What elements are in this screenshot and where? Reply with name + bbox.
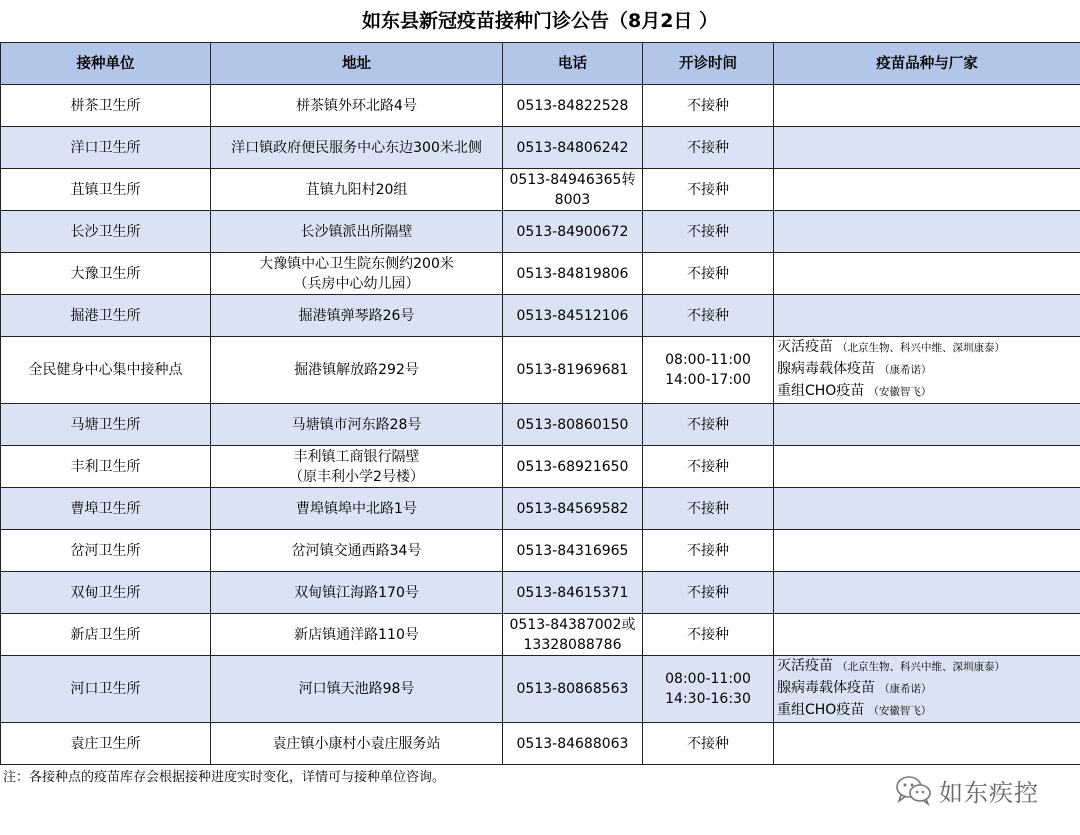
address-cell-line: （原丰利小学2号楼） (289, 468, 424, 485)
hours-cell-line: 不接种 (687, 265, 729, 282)
unit-cell: 全民健身中心集中接种点 (1, 337, 211, 404)
table-row (1, 337, 1080, 404)
table-row (1, 127, 1080, 169)
table-row (1, 488, 1080, 530)
address-cell (211, 337, 503, 404)
unit-cell: 河口卫生所 (1, 656, 211, 723)
phone-cell-line: 0513-84900672 (516, 223, 629, 240)
phone-cell-line: 0513-80860150 (516, 416, 629, 433)
hours-cell-line: 不接种 (687, 223, 729, 240)
phone-cell-line: 0513-84615371 (516, 584, 629, 601)
header-vaccines: 疫苗品种与厂家 (774, 43, 1080, 85)
address-cell (211, 169, 503, 211)
hours-cell-line: 不接种 (687, 181, 729, 198)
vaccine-line (777, 359, 1076, 381)
vaccine-maker: （北京生物、科兴中维、深圳康泰） (837, 661, 1005, 673)
hours-cell-line: 不接种 (687, 97, 729, 114)
vaccine-line (777, 700, 1076, 722)
address-cell (211, 614, 503, 656)
hours-cell-line: 不接种 (687, 542, 729, 559)
vaccines-cell (774, 656, 1080, 723)
phone-cell (503, 127, 643, 169)
hours-cell (643, 253, 774, 295)
phone-cell-line: 0513-80868563 (516, 681, 629, 697)
address-cell (211, 488, 503, 530)
hours-cell (643, 169, 774, 211)
vaccine-maker: （康希诺） (879, 364, 932, 376)
hours-cell-line: 不接种 (687, 584, 729, 601)
phone-cell (503, 572, 643, 614)
phone-cell-line: 13328088786 (523, 636, 622, 653)
vaccines-cell (774, 169, 1080, 211)
wechat-icon (895, 774, 933, 806)
hours-cell-line: 不接种 (687, 307, 729, 324)
hours-cell (643, 530, 774, 572)
vaccine-name: 重组CHO疫苗 (777, 702, 865, 718)
hours-cell-line: 不接种 (687, 416, 729, 433)
hours-cell (643, 85, 774, 127)
vaccines-cell (774, 488, 1080, 530)
vaccine-line (777, 656, 1076, 678)
phone-cell-line: 8003 (554, 191, 591, 208)
phone-cell-line: 0513-84822528 (516, 97, 629, 114)
hours-cell-line: 14:30-16:30 (665, 691, 751, 707)
unit-cell: 马塘卫生所 (1, 404, 211, 446)
vaccines-cell (774, 530, 1080, 572)
hours-cell (643, 656, 774, 723)
table-row (1, 253, 1080, 295)
footnote: 注：各接种点的疫苗库存会根据接种进度实时变化，详情可与接种单位咨询。 (3, 770, 446, 785)
watermark (895, 770, 1039, 810)
header-unit: 接种单位 (1, 43, 211, 85)
unit-cell: 新店卫生所 (1, 614, 211, 656)
address-cell-line: 栟茶镇外环北路4号 (296, 97, 417, 114)
table-row (1, 211, 1080, 253)
address-cell (211, 572, 503, 614)
address-cell-line: （兵房中心幼儿园） (293, 275, 420, 292)
address-cell (211, 127, 503, 169)
vaccines-cell (774, 127, 1080, 169)
address-cell (211, 723, 503, 765)
hours-cell (643, 572, 774, 614)
page-title: 如东县新冠疫苗接种门诊公告（8月2日 ） (361, 10, 719, 32)
vaccine-maker: （北京生物、科兴中维、深圳康泰） (837, 342, 1005, 354)
table-row (1, 614, 1080, 656)
table-row (1, 85, 1080, 127)
phone-cell-line: 0513-84819806 (516, 265, 629, 282)
unit-cell: 掘港卫生所 (1, 295, 211, 337)
phone-cell-line: 0513-81969681 (516, 362, 629, 378)
table-header-row (1, 43, 1080, 85)
vaccines-cell (774, 253, 1080, 295)
hours-cell-line: 08:00-11:00 (665, 352, 751, 368)
vaccine-line (777, 381, 1076, 403)
address-cell-line: 新店镇通洋路110号 (294, 626, 419, 643)
phone-cell-line: 0513-84512106 (516, 307, 629, 324)
table-row (1, 404, 1080, 446)
unit-cell: 曹埠卫生所 (1, 488, 211, 530)
address-cell (211, 85, 503, 127)
address-cell (211, 253, 503, 295)
address-cell (211, 446, 503, 488)
address-cell-line: 岔河镇交通西路34号 (291, 542, 422, 559)
table-row (1, 530, 1080, 572)
address-cell-line: 河口镇天池路98号 (298, 681, 415, 697)
phone-cell (503, 337, 643, 404)
hours-cell (643, 723, 774, 765)
phone-cell-line: 0513-84569582 (516, 500, 629, 517)
vaccine-name: 灭活疫苗 (777, 658, 833, 674)
vaccines-cell (774, 295, 1080, 337)
phone-cell (503, 656, 643, 723)
unit-cell: 双甸卫生所 (1, 572, 211, 614)
address-cell (211, 295, 503, 337)
hours-cell (643, 446, 774, 488)
address-cell-line: 大豫镇中心卫生院东侧约200米 (259, 255, 454, 272)
hours-cell-line: 08:00-11:00 (665, 671, 751, 687)
address-cell-line: 长沙镇派出所隔壁 (300, 223, 413, 240)
vaccine-line (777, 678, 1076, 700)
phone-cell-line: 0513-84688063 (516, 735, 629, 752)
hours-cell (643, 614, 774, 656)
hours-cell-line: 不接种 (687, 735, 729, 752)
address-cell-line: 袁庄镇小康村小袁庄服务站 (272, 735, 441, 752)
header-hours: 开诊时间 (643, 43, 774, 85)
hours-cell-line: 14:00-17:00 (665, 372, 751, 388)
unit-cell: 苴镇卫生所 (1, 169, 211, 211)
table-row (1, 723, 1080, 765)
unit-cell: 洋口卫生所 (1, 127, 211, 169)
vaccine-line (777, 337, 1076, 359)
phone-cell (503, 85, 643, 127)
watermark-text: 如东疾控 (939, 778, 1039, 807)
table-row (1, 656, 1080, 723)
address-cell (211, 656, 503, 723)
phone-cell-line: 0513-84946365转 (509, 171, 636, 188)
phone-cell (503, 169, 643, 211)
vaccine-name: 重组CHO疫苗 (777, 383, 865, 399)
phone-cell-line: 0513-84806242 (516, 139, 629, 156)
phone-cell (503, 404, 643, 446)
vaccines-cell (774, 85, 1080, 127)
address-cell-line: 苴镇九阳村20组 (305, 181, 408, 198)
address-cell-line: 马塘镇市河东路28号 (291, 416, 422, 433)
unit-cell: 栟茶卫生所 (1, 85, 211, 127)
table-row (1, 169, 1080, 211)
unit-cell: 长沙卫生所 (1, 211, 211, 253)
hours-cell (643, 127, 774, 169)
vaccine-name: 灭活疫苗 (777, 339, 833, 355)
vaccine-name: 腺病毒载体疫苗 (777, 361, 875, 377)
table-row (1, 295, 1080, 337)
table-row (1, 572, 1080, 614)
vaccine-name: 腺病毒载体疫苗 (777, 680, 875, 696)
table-body (1, 85, 1080, 765)
vaccine-maker: （康希诺） (879, 683, 932, 695)
phone-cell (503, 211, 643, 253)
hours-cell-line: 不接种 (687, 139, 729, 156)
phone-cell (503, 488, 643, 530)
vaccination-schedule-table (0, 42, 1080, 765)
vaccines-cell (774, 211, 1080, 253)
unit-cell: 岔河卫生所 (1, 530, 211, 572)
address-cell-line: 掘港镇解放路292号 (294, 362, 419, 378)
phone-cell (503, 253, 643, 295)
hours-cell-line: 不接种 (687, 500, 729, 517)
address-cell (211, 211, 503, 253)
phone-cell (503, 295, 643, 337)
address-cell-line: 丰利镇工商银行隔壁 (293, 448, 420, 465)
phone-cell-line: 0513-68921650 (516, 458, 629, 475)
address-cell (211, 530, 503, 572)
phone-cell (503, 723, 643, 765)
unit-cell: 大豫卫生所 (1, 253, 211, 295)
phone-cell (503, 614, 643, 656)
phone-cell (503, 446, 643, 488)
address-cell-line: 曹埠镇埠中北路1号 (296, 500, 417, 517)
phone-cell (503, 530, 643, 572)
header-phone: 电话 (503, 43, 643, 85)
vaccine-maker: （安徽智飞） (868, 386, 932, 398)
address-cell-line: 双甸镇江海路170号 (294, 584, 419, 601)
phone-cell-line: 0513-84316965 (516, 542, 629, 559)
address-cell (211, 404, 503, 446)
hours-cell (643, 295, 774, 337)
hours-cell (643, 488, 774, 530)
vaccines-cell (774, 614, 1080, 656)
hours-cell (643, 337, 774, 404)
hours-cell-line: 不接种 (687, 458, 729, 475)
vaccines-cell (774, 572, 1080, 614)
phone-cell-line: 0513-84387002或 (509, 616, 636, 633)
vaccines-cell (774, 337, 1080, 404)
unit-cell: 丰利卫生所 (1, 446, 211, 488)
vaccines-cell (774, 446, 1080, 488)
unit-cell: 袁庄卫生所 (1, 723, 211, 765)
vaccine-maker: （安徽智飞） (868, 705, 932, 717)
address-cell-line: 洋口镇政府便民服务中心东边300米北侧 (231, 139, 482, 156)
address-cell-line: 掘港镇弹琴路26号 (298, 307, 415, 324)
hours-cell (643, 211, 774, 253)
table-row (1, 446, 1080, 488)
vaccines-cell (774, 404, 1080, 446)
hours-cell-line: 不接种 (687, 626, 729, 643)
hours-cell (643, 404, 774, 446)
header-address: 地址 (211, 43, 503, 85)
vaccines-cell (774, 723, 1080, 765)
